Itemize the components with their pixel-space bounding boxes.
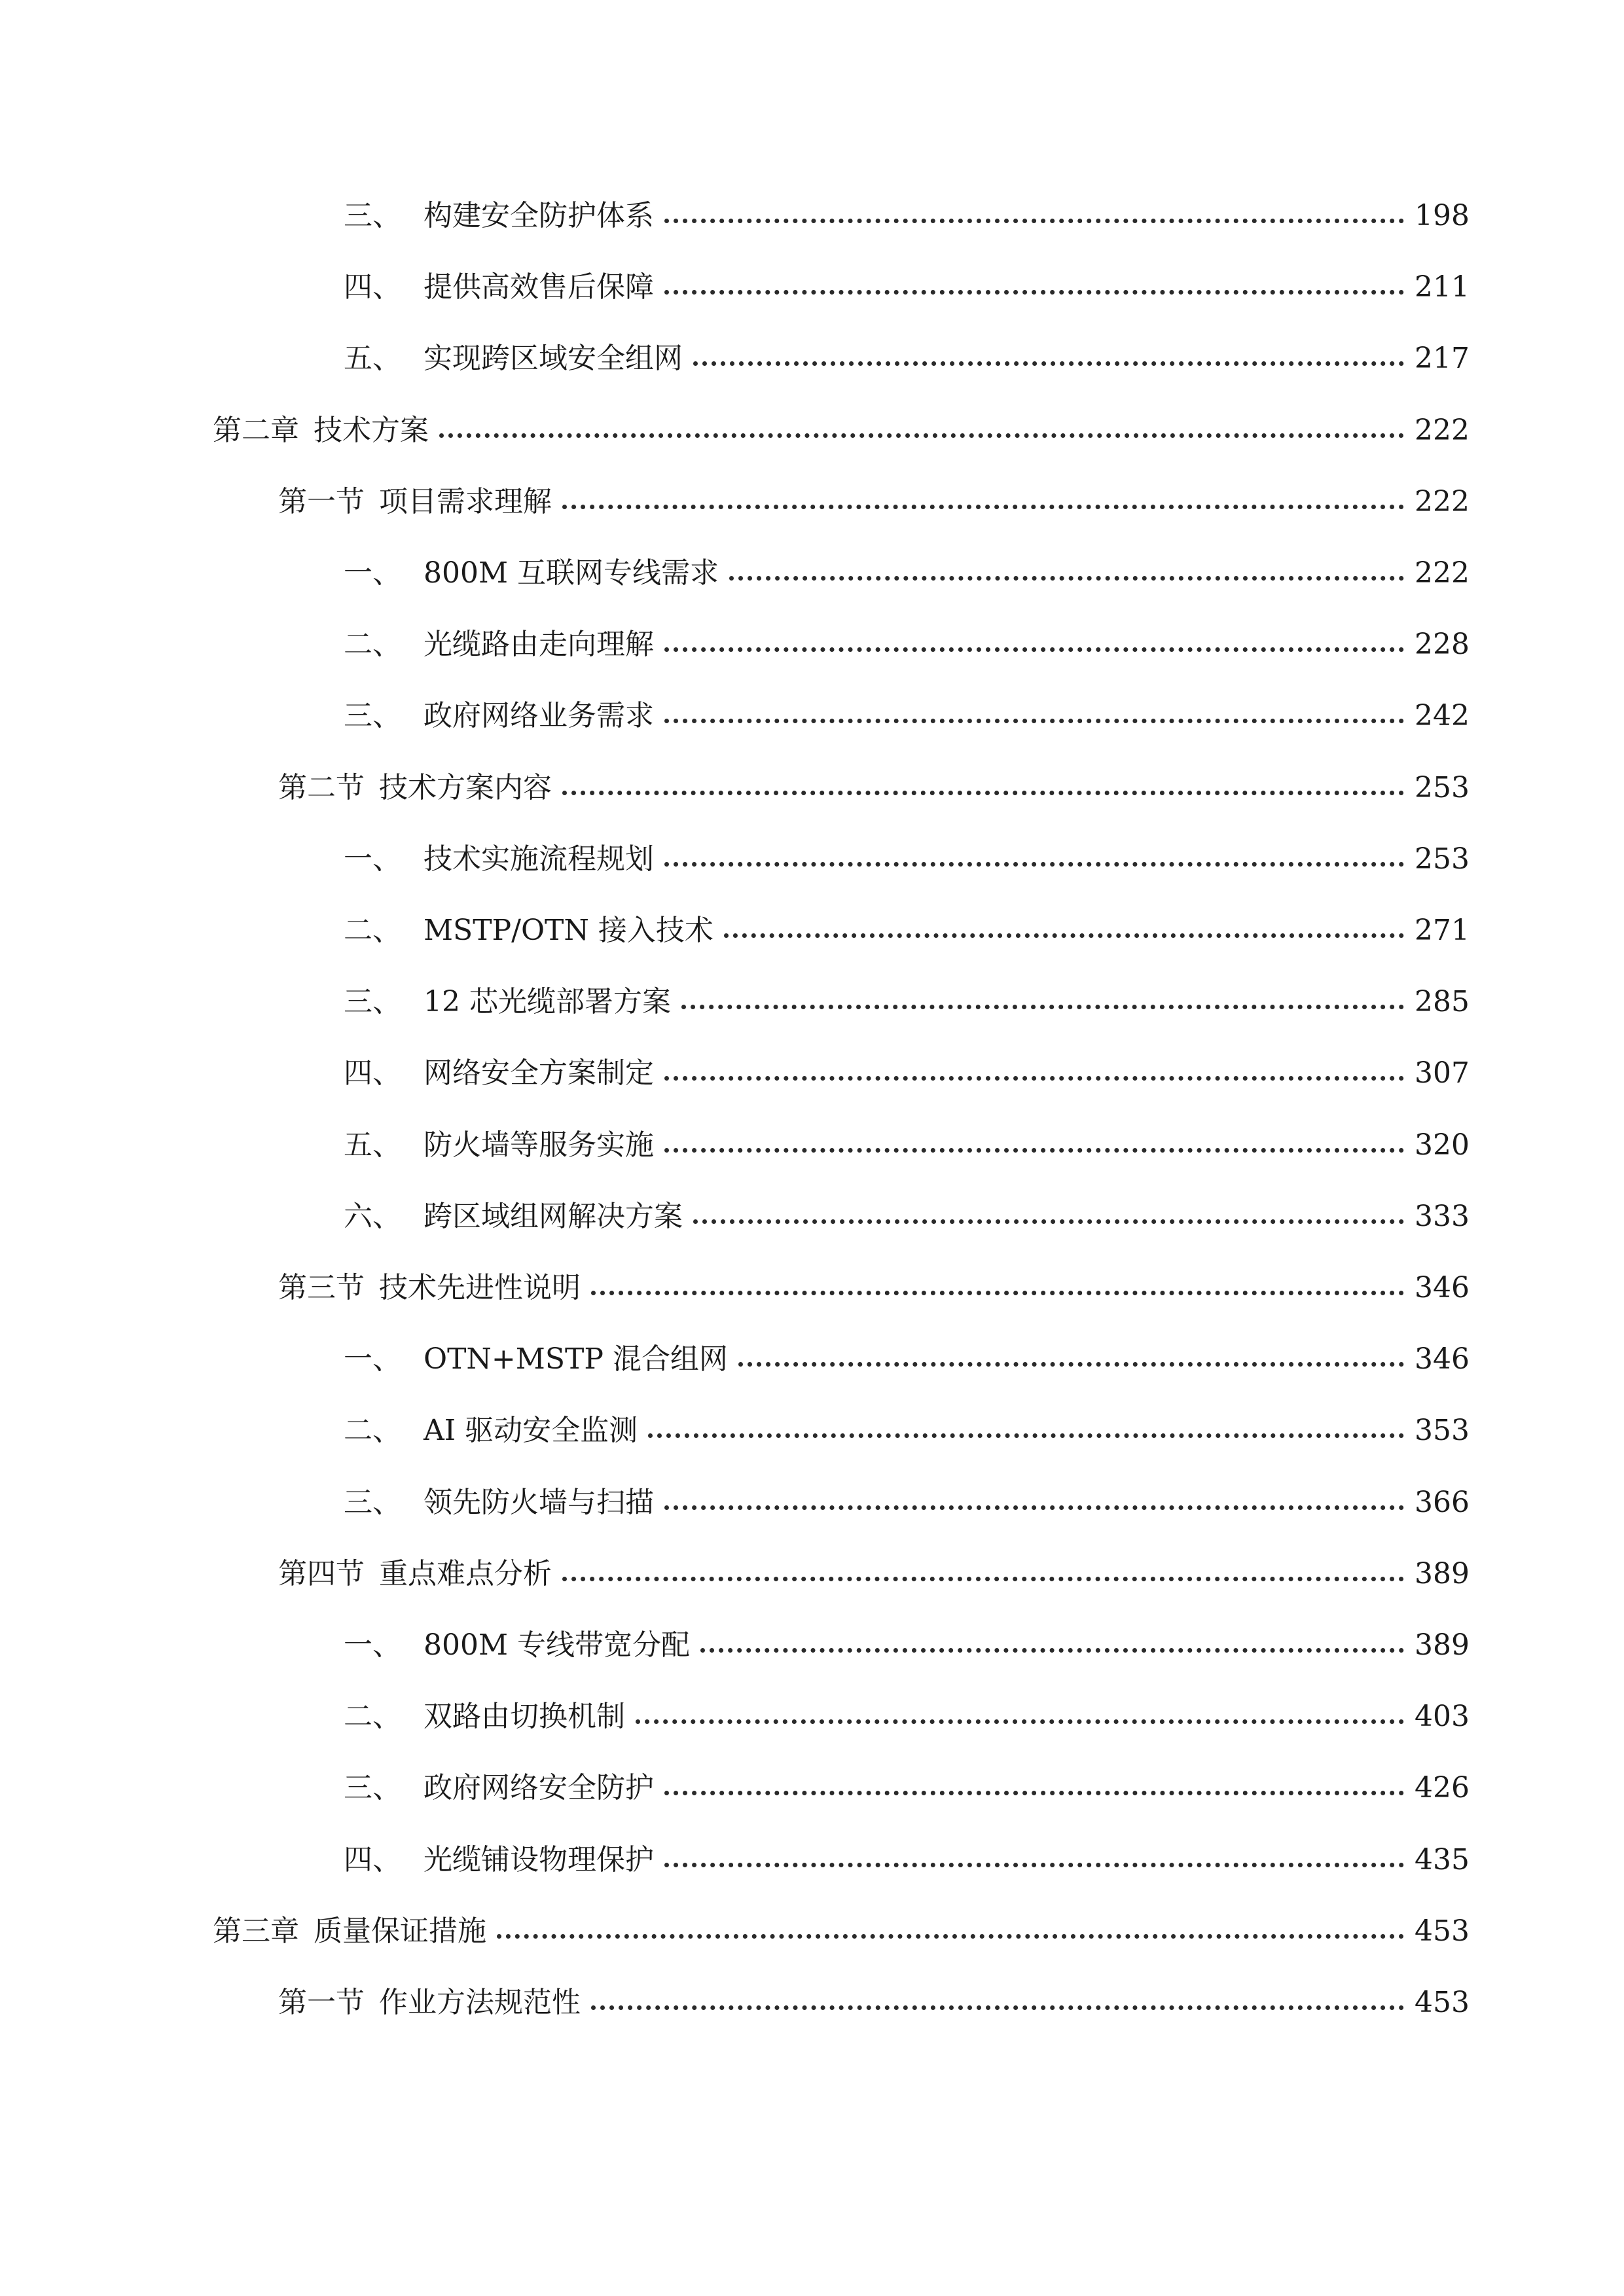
dot-leader — [664, 290, 1404, 295]
toc-entry-page-number: 453 — [1415, 1914, 1470, 1948]
toc-entry-title: 质量保证措施 — [314, 1914, 486, 1948]
toc-entry-number: 第一节 — [278, 1986, 365, 2019]
toc-entry-page-number: 222 — [1415, 556, 1470, 590]
toc-entry[interactable] — [344, 693, 1470, 739]
toc-entry-number: 一、 — [344, 1342, 401, 1376]
toc-entry-number: 四、 — [344, 1056, 401, 1090]
toc-entry[interactable] — [344, 1050, 1470, 1096]
toc-entry-number: 第四节 — [278, 1557, 365, 1590]
toc-entry-title: 双路由切换机制 — [424, 1700, 625, 1733]
dot-leader — [664, 647, 1404, 652]
dot-leader — [664, 1791, 1404, 1795]
toc-entry-title: 作业方法规范性 — [379, 1986, 581, 2019]
toc-entry-page-number: 285 — [1415, 985, 1470, 1018]
toc-entry-page-number: 389 — [1415, 1557, 1470, 1590]
toc-entry-title: 实现跨区域安全组网 — [424, 342, 683, 375]
toc-entry-page-number: 217 — [1415, 342, 1470, 375]
toc-entry-page-number: 403 — [1415, 1700, 1470, 1733]
toc-entry-page-number: 366 — [1415, 1486, 1470, 1519]
toc-entry-title: 提供高效售后保障 — [424, 270, 654, 304]
toc-entry[interactable] — [344, 836, 1470, 882]
toc-entry[interactable] — [344, 1623, 1470, 1668]
toc-entry[interactable] — [344, 264, 1470, 310]
toc-entry-page-number: 320 — [1415, 1128, 1470, 1162]
toc-entry-page-number: 211 — [1415, 270, 1470, 304]
toc-entry-page-number: 253 — [1415, 842, 1470, 876]
toc-entry-number: 第二节 — [278, 771, 365, 804]
toc-entry[interactable] — [344, 1336, 1470, 1382]
toc-entry[interactable] — [344, 1122, 1470, 1168]
dot-leader — [693, 361, 1404, 366]
toc-entry-number: 六、 — [344, 1200, 401, 1233]
toc-entry-page-number: 346 — [1415, 1271, 1470, 1304]
toc-entry-page-number: 353 — [1415, 1414, 1470, 1447]
toc-entry-page-number: 242 — [1415, 699, 1470, 732]
toc-entry[interactable] — [344, 1194, 1470, 1240]
dot-leader — [636, 1719, 1404, 1724]
toc-entry-number: 四、 — [344, 1843, 401, 1876]
toc-entry-page-number: 222 — [1415, 414, 1470, 447]
toc-entry-number: 一、 — [344, 556, 401, 590]
toc-entry-number: 二、 — [344, 1414, 401, 1447]
toc-entry[interactable] — [344, 1765, 1470, 1811]
toc-entry-title: 技术方案内容 — [379, 771, 552, 804]
toc-entry[interactable] — [344, 1408, 1470, 1454]
toc-entry-page-number: 333 — [1415, 1200, 1470, 1233]
dot-leader — [729, 576, 1404, 581]
dot-leader — [664, 1505, 1404, 1510]
toc-entry-number: 第一节 — [278, 485, 365, 518]
toc-entry-number: 四、 — [344, 270, 401, 304]
toc-entry-title: OTN+MSTP 混合组网 — [424, 1342, 728, 1376]
dot-leader — [562, 1577, 1404, 1581]
toc-entry[interactable] — [278, 479, 1470, 525]
toc-entry-number: 五、 — [344, 342, 401, 375]
toc-entry-page-number: 228 — [1415, 628, 1470, 661]
toc-entry-title: 800M 互联网专线需求 — [424, 556, 719, 590]
dot-leader — [562, 505, 1404, 509]
toc-entry-page-number: 389 — [1415, 1628, 1470, 1662]
toc-entry-title: 光缆路由走向理解 — [424, 628, 654, 661]
toc-entry-title: 12 芯光缆部署方案 — [424, 985, 671, 1018]
dot-leader — [439, 433, 1404, 438]
toc-entry-page-number: 426 — [1415, 1771, 1470, 1804]
toc-entry-title: MSTP/OTN 接入技术 — [424, 914, 713, 947]
toc-entry-number: 第三节 — [278, 1271, 365, 1304]
dot-leader — [497, 1934, 1404, 1939]
toc-entry-number: 五、 — [344, 1128, 401, 1162]
toc-entry-title: 项目需求理解 — [379, 485, 552, 518]
toc-entry[interactable] — [344, 908, 1470, 954]
toc-entry-number: 三、 — [344, 1486, 401, 1519]
toc-entry-number: 一、 — [344, 1628, 401, 1662]
toc-entry-title: 技术实施流程规划 — [424, 842, 654, 876]
toc-entry[interactable] — [278, 1265, 1470, 1311]
toc-entry-title: 技术先进性说明 — [379, 1271, 581, 1304]
toc-entry[interactable] — [344, 979, 1470, 1025]
toc-entry-title: 网络安全方案制定 — [424, 1056, 654, 1090]
dot-leader — [562, 791, 1404, 795]
toc-entry-number: 三、 — [344, 699, 401, 732]
dot-leader — [664, 1076, 1404, 1081]
dot-leader — [700, 1648, 1404, 1653]
toc-entry-title: 光缆铺设物理保护 — [424, 1843, 654, 1876]
toc-entry[interactable] — [213, 408, 1470, 454]
dot-leader — [591, 1291, 1404, 1295]
toc-entry[interactable] — [278, 765, 1470, 811]
toc-entry-page-number: 198 — [1415, 199, 1470, 232]
toc-entry-page-number: 453 — [1415, 1986, 1470, 2019]
toc-entry-title: 跨区域组网解决方案 — [424, 1200, 683, 1233]
toc-entry[interactable] — [344, 1694, 1470, 1740]
toc-entry[interactable] — [278, 1551, 1470, 1597]
toc-entry-title: 构建安全防护体系 — [424, 199, 654, 232]
toc-entry-page-number: 253 — [1415, 771, 1470, 804]
toc-entry-page-number: 222 — [1415, 485, 1470, 518]
toc-entry-title: 政府网络业务需求 — [424, 699, 654, 732]
dot-leader — [664, 1863, 1404, 1867]
toc-entry[interactable] — [344, 193, 1470, 239]
toc-entry-number: 二、 — [344, 914, 401, 947]
toc-entry-title: 领先防火墙与扫描 — [424, 1486, 654, 1519]
toc-entry[interactable] — [344, 1480, 1470, 1526]
toc-entry-number: 三、 — [344, 199, 401, 232]
toc-entry-number: 二、 — [344, 1700, 401, 1733]
toc-entry-number: 二、 — [344, 628, 401, 661]
dot-leader — [681, 1005, 1404, 1009]
toc-entry-page-number: 346 — [1415, 1342, 1470, 1376]
dot-leader — [693, 1219, 1404, 1224]
toc-entry[interactable] — [278, 1980, 1470, 2026]
toc-entry-number: 三、 — [344, 1771, 401, 1804]
toc-entry[interactable] — [344, 336, 1470, 382]
toc-entry[interactable] — [213, 1909, 1470, 1954]
toc-entry-number: 第二章 — [213, 414, 299, 447]
toc-entry-page-number: 271 — [1415, 914, 1470, 947]
toc-entry[interactable] — [344, 1837, 1470, 1883]
toc-entry-title: 800M 专线带宽分配 — [424, 1628, 691, 1662]
toc-entry-page-number: 435 — [1415, 1843, 1470, 1876]
toc-entry[interactable] — [344, 622, 1470, 668]
toc-entry-page-number: 307 — [1415, 1056, 1470, 1090]
dot-leader — [648, 1433, 1404, 1438]
dot-leader — [664, 719, 1404, 723]
dot-leader — [664, 1148, 1404, 1153]
toc-entry-title: 技术方案 — [314, 414, 429, 447]
toc-entry-number: 一、 — [344, 842, 401, 876]
toc-entry-title: 重点难点分析 — [379, 1557, 552, 1590]
toc-entry-title: AI 驱动安全监测 — [424, 1414, 638, 1447]
dot-leader — [664, 862, 1404, 867]
toc-entry-title: 政府网络安全防护 — [424, 1771, 654, 1804]
toc-entry-title: 防火墙等服务实施 — [424, 1128, 654, 1162]
dot-leader — [591, 2005, 1404, 2010]
dot-leader — [724, 933, 1404, 938]
dot-leader — [664, 219, 1404, 223]
toc-entry-number: 三、 — [344, 985, 401, 1018]
dot-leader — [738, 1362, 1404, 1367]
toc-entry-number: 第三章 — [213, 1914, 299, 1948]
toc-entry[interactable] — [344, 550, 1470, 596]
